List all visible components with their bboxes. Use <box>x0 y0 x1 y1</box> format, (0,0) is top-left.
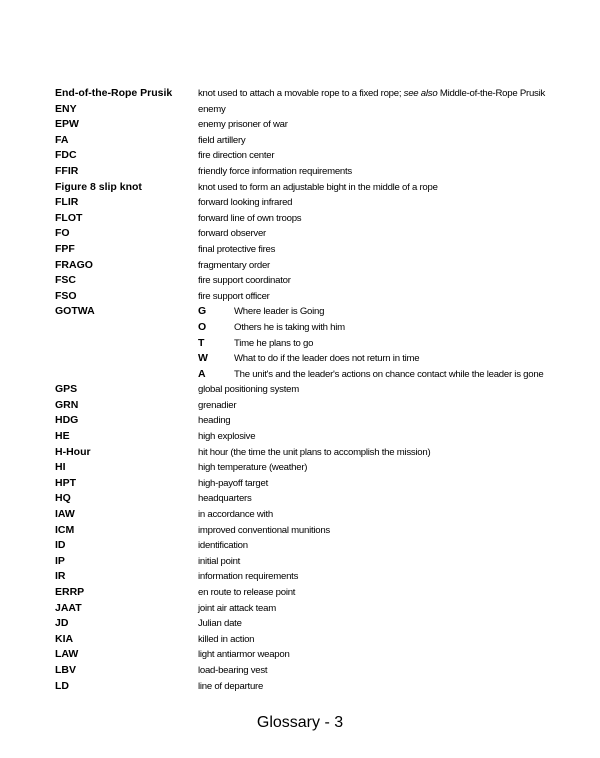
glossary-definition <box>198 569 298 585</box>
glossary-term: FSO <box>55 289 77 302</box>
glossary-entry <box>55 273 575 289</box>
gotwa-letter: O <box>198 320 207 333</box>
glossary-definition <box>198 148 274 164</box>
glossary-term: EPW <box>55 118 79 131</box>
definition-text-after: Middle-of-the-Rope Prusik <box>437 88 546 99</box>
definition-text: forward looking infrared <box>198 197 293 209</box>
glossary-entry <box>55 632 575 648</box>
glossary-term: HQ <box>55 492 71 505</box>
glossary-definition <box>198 476 268 492</box>
glossary-entry <box>55 226 575 242</box>
glossary-definition <box>198 273 291 289</box>
definition-text: enemy <box>198 103 226 115</box>
glossary-definition <box>198 491 252 507</box>
glossary-definition <box>198 554 240 570</box>
glossary-entry <box>55 289 575 305</box>
glossary-term: HPT <box>55 476 76 489</box>
definition-text: fragmentary order <box>198 259 270 271</box>
glossary-entry <box>55 102 575 118</box>
glossary-entry <box>55 679 575 695</box>
glossary-term: GRN <box>55 398 79 411</box>
glossary-definition <box>198 601 276 617</box>
glossary-definition <box>198 164 352 180</box>
glossary-entry <box>55 382 575 398</box>
glossary-definition <box>198 507 273 523</box>
glossary-definition <box>198 289 270 305</box>
glossary-entry <box>55 413 575 429</box>
glossary-entry <box>55 398 575 414</box>
glossary-entry <box>55 538 575 554</box>
glossary-entry <box>55 445 575 461</box>
glossary-definition <box>198 211 301 227</box>
glossary-entry <box>55 164 575 180</box>
glossary-entry <box>55 460 575 476</box>
glossary-term: FA <box>55 133 69 146</box>
glossary-entry <box>55 616 575 632</box>
glossary-definition <box>198 382 299 398</box>
gotwa-row <box>55 336 575 352</box>
glossary-term: JD <box>55 617 69 630</box>
glossary-term: Figure 8 slip knot <box>55 180 142 193</box>
glossary-term: FSC <box>55 274 76 287</box>
gotwa-letter: W <box>198 352 208 365</box>
glossary-entry <box>55 647 575 663</box>
glossary-term: FLOT <box>55 211 83 224</box>
definition-text: fire support coordinator <box>198 275 291 287</box>
glossary-term: IAW <box>55 508 75 521</box>
glossary-term: KIA <box>55 632 74 645</box>
glossary-term: IP <box>55 554 65 567</box>
definition-text: improved conventional munitions <box>198 524 330 536</box>
glossary-entry <box>55 663 575 679</box>
glossary-definition <box>198 429 255 445</box>
glossary-entry <box>55 211 575 227</box>
glossary-definition <box>198 117 288 133</box>
definition-text: enemy prisoner of war <box>198 119 288 131</box>
glossary-definition <box>198 616 242 632</box>
glossary-definition <box>198 663 267 679</box>
gotwa-row <box>55 351 575 367</box>
glossary-term: FDC <box>55 149 77 162</box>
gotwa-text: What to do if the leader does not return in time <box>234 353 420 365</box>
definition-text: global positioning system <box>198 384 299 396</box>
glossary-definition <box>198 195 292 211</box>
glossary-definition <box>198 102 226 118</box>
glossary-definition <box>198 538 248 554</box>
glossary-definition <box>198 180 438 196</box>
glossary-definition <box>198 413 230 429</box>
definition-text: grenadier <box>198 399 237 411</box>
definition-text: friendly force information requirements <box>198 165 352 177</box>
gotwa-text: Others he is taking with him <box>234 321 345 333</box>
glossary-term: End-of-the-Rope Prusik <box>55 87 173 99</box>
gotwa-row <box>55 320 575 336</box>
glossary-entry <box>55 148 575 164</box>
definition-text: heading <box>198 415 231 427</box>
glossary-term: LAW <box>55 648 79 661</box>
glossary-definition <box>198 632 254 648</box>
glossary-definition <box>198 679 263 695</box>
definition-text: high explosive <box>198 431 256 443</box>
gotwa-text: The unit's and the leader's actions on chance contact while the leader is gone <box>234 368 544 380</box>
gotwa-text: Where leader is Going <box>234 306 325 318</box>
gotwa-row <box>55 367 575 383</box>
gotwa-letter: A <box>198 367 206 380</box>
glossary-term: ID <box>55 539 66 552</box>
glossary-entry <box>55 86 575 102</box>
glossary-entry <box>55 507 575 523</box>
glossary-entry <box>55 569 575 585</box>
glossary-term: FO <box>55 227 70 240</box>
glossary-entry <box>55 554 575 570</box>
glossary-entry <box>55 117 575 133</box>
definition-text: identification <box>198 540 248 552</box>
gotwa-letter: G <box>198 305 207 318</box>
glossary-term: H-Hour <box>55 445 91 458</box>
glossary-definition <box>198 523 330 539</box>
definition-text: forward line of own troops <box>198 212 302 224</box>
glossary-entry <box>55 133 575 149</box>
definition-text: line of departure <box>198 680 264 692</box>
glossary-definition <box>198 398 236 414</box>
glossary-term: GOTWA <box>55 305 95 318</box>
definition-text: en route to release point <box>198 587 296 598</box>
definition-text: field artillery <box>198 134 246 146</box>
glossary-term: JAAT <box>55 601 82 614</box>
glossary-term: FPF <box>55 242 75 255</box>
glossary-definition <box>198 585 295 601</box>
definition-text: knot used to form an adjustable bight in the middle of a rope <box>198 181 438 193</box>
definition-text: high temperature (weather) <box>198 462 308 474</box>
glossary-definition <box>198 86 545 102</box>
definition-text: killed in action <box>198 633 255 645</box>
glossary-term: LBV <box>55 663 76 676</box>
glossary-term: FRAGO <box>55 258 93 271</box>
definition-text: information requirements <box>198 571 299 583</box>
glossary-term: ERRP <box>55 586 85 598</box>
glossary-term: HDG <box>55 414 79 427</box>
glossary-term: FFIR <box>55 164 79 177</box>
page-footer: Glossary - 3 <box>256 714 344 731</box>
gotwa-text: Time he plans to go <box>234 337 314 349</box>
glossary-entry <box>55 242 575 258</box>
glossary-definition <box>198 647 290 663</box>
gotwa-row <box>55 304 575 320</box>
definition-text: final protective fires <box>198 243 276 255</box>
definition-text: initial point <box>198 555 241 567</box>
glossary-list <box>55 86 575 694</box>
glossary-definition <box>198 133 245 149</box>
glossary-term: HE <box>55 430 70 443</box>
glossary-definition <box>198 226 266 242</box>
definition-text: headquarters <box>198 493 252 505</box>
definition-text: knot used to attach a movable rope to a fixed rope; <box>198 88 404 99</box>
glossary-definition <box>198 242 275 258</box>
glossary-entry <box>55 258 575 274</box>
gotwa-letter: T <box>198 336 205 349</box>
definition-text: in accordance with <box>198 509 273 521</box>
definition-text: joint air attack team <box>198 602 276 614</box>
definition-see-also: see also <box>403 88 438 99</box>
glossary-definition <box>198 460 307 476</box>
glossary-entry <box>55 585 575 601</box>
glossary-term: ICM <box>55 523 75 536</box>
glossary-term: IR <box>55 570 66 583</box>
glossary-term: HI <box>55 461 66 474</box>
glossary-term: ENY <box>55 102 77 115</box>
definition-text: high-payoff target <box>198 477 268 489</box>
definition-text: fire support officer <box>198 290 270 302</box>
glossary-entry <box>55 180 575 196</box>
glossary-definition <box>198 445 430 461</box>
glossary-term: GPS <box>55 383 78 396</box>
definition-text: Julian date <box>198 618 242 630</box>
glossary-entry <box>55 491 575 507</box>
glossary-entry <box>55 476 575 492</box>
glossary-entry <box>55 429 575 445</box>
glossary-entry <box>55 195 575 211</box>
glossary-entry <box>55 523 575 539</box>
glossary-entry <box>55 601 575 617</box>
glossary-term: LD <box>55 679 69 692</box>
definition-text: load-bearing vest <box>198 664 268 676</box>
definition-text: light antiarmor weapon <box>198 649 290 661</box>
glossary-term: FLIR <box>55 196 79 209</box>
definition-text: forward observer <box>198 228 266 240</box>
glossary-definition <box>198 258 270 274</box>
definition-text: fire direction center <box>198 150 275 162</box>
definition-text: hit hour (the time the unit plans to accomplish the mission) <box>198 446 431 458</box>
